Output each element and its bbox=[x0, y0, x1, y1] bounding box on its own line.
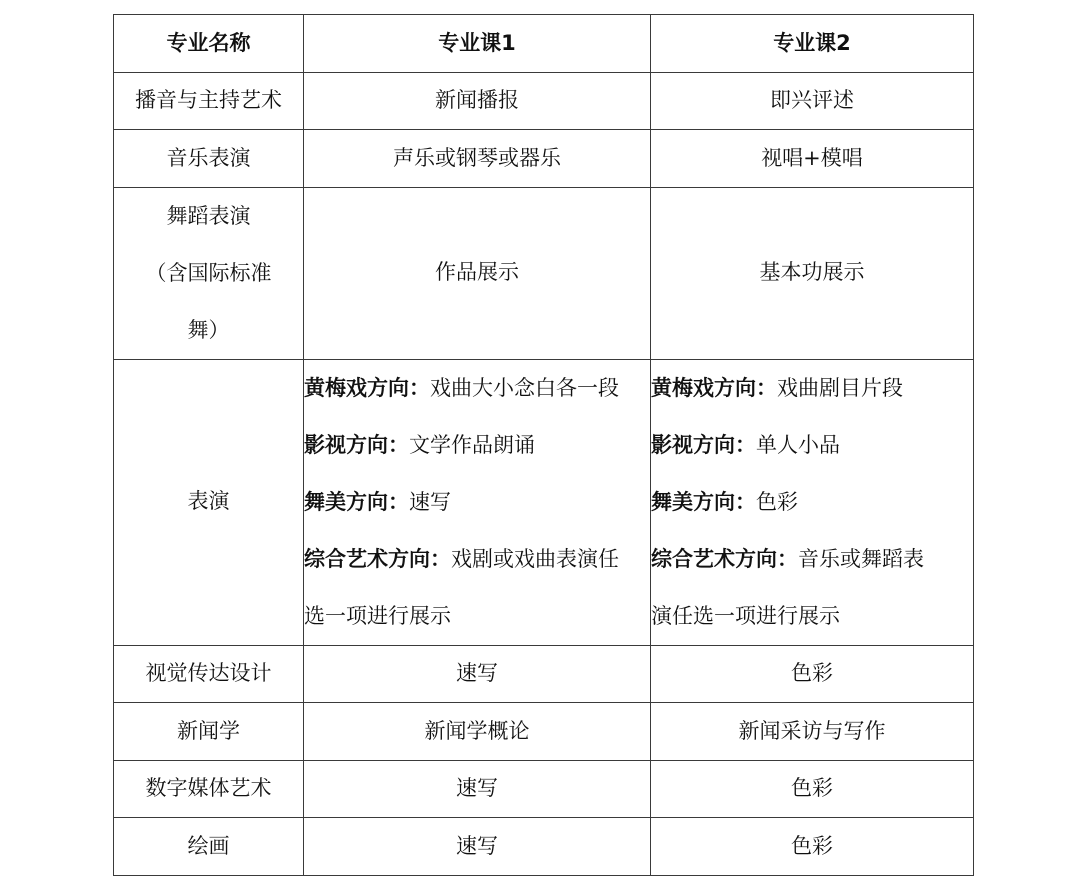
direction-stage: 舞美方向：色彩 bbox=[651, 489, 798, 514]
major-name-line: 舞） bbox=[187, 317, 230, 342]
major-name-cell: 视觉传达设计 bbox=[114, 645, 304, 703]
table-header-row bbox=[114, 15, 974, 73]
header-major-name: 专业名称 bbox=[114, 15, 304, 73]
table-row bbox=[114, 703, 974, 761]
direction-film: 影视方向：文学作品朗诵 bbox=[304, 432, 535, 457]
course-2-cell: 新闻采访与写作 bbox=[651, 703, 974, 761]
table-row bbox=[114, 130, 974, 188]
course-1-cell: 速写 bbox=[304, 818, 651, 876]
major-name-cell: 表演 bbox=[114, 359, 304, 645]
header-course-2: 专业课2 bbox=[651, 15, 974, 73]
course-2-cell: 色彩 bbox=[651, 818, 974, 876]
direction-stage: 舞美方向：速写 bbox=[304, 489, 451, 514]
course-2-cell: 色彩 bbox=[651, 645, 974, 703]
course-1-cell: 声乐或钢琴或器乐 bbox=[304, 130, 651, 188]
direction-huangmei: 黄梅戏方向：戏曲大小念白各一段 bbox=[304, 375, 619, 400]
direction-general: 综合艺术方向：音乐或舞蹈表 bbox=[651, 546, 924, 571]
direction-general-cont: 选一项进行展示 bbox=[304, 603, 451, 628]
course-1-cell: 作品展示 bbox=[304, 187, 651, 359]
course-1-cell: 新闻学概论 bbox=[304, 703, 651, 761]
course-2-cell bbox=[651, 359, 974, 645]
table-row bbox=[114, 645, 974, 703]
major-name-cell: 数字媒体艺术 bbox=[114, 760, 304, 818]
major-name-cell: 绘画 bbox=[114, 818, 304, 876]
course-1-cell: 速写 bbox=[304, 760, 651, 818]
major-name-line: 舞蹈表演 bbox=[166, 203, 251, 228]
major-name-cell: 音乐表演 bbox=[114, 130, 304, 188]
direction-general-cont: 演任选一项进行展示 bbox=[651, 603, 840, 628]
direction-film: 影视方向：单人小品 bbox=[651, 432, 840, 457]
table-row bbox=[114, 818, 974, 876]
table-row bbox=[114, 72, 974, 130]
course-2-cell: 色彩 bbox=[651, 760, 974, 818]
course-1-cell: 速写 bbox=[304, 645, 651, 703]
major-name-cell bbox=[114, 187, 304, 359]
direction-huangmei: 黄梅戏方向：戏曲剧目片段 bbox=[651, 375, 903, 400]
major-name-cell: 新闻学 bbox=[114, 703, 304, 761]
course-2-cell: 视唱+模唱 bbox=[651, 130, 974, 188]
majors-table bbox=[113, 14, 974, 876]
table-row bbox=[114, 359, 974, 645]
direction-general: 综合艺术方向：戏剧或戏曲表演任 bbox=[304, 546, 619, 571]
course-1-cell: 新闻播报 bbox=[304, 72, 651, 130]
major-name-line: （含国际标准 bbox=[145, 260, 272, 285]
course-2-cell: 即兴评述 bbox=[651, 72, 974, 130]
course-2-cell: 基本功展示 bbox=[651, 187, 974, 359]
course-1-cell bbox=[304, 359, 651, 645]
table-row bbox=[114, 187, 974, 359]
header-course-1: 专业课1 bbox=[304, 15, 651, 73]
table-row bbox=[114, 760, 974, 818]
major-name-cell: 播音与主持艺术 bbox=[114, 72, 304, 130]
